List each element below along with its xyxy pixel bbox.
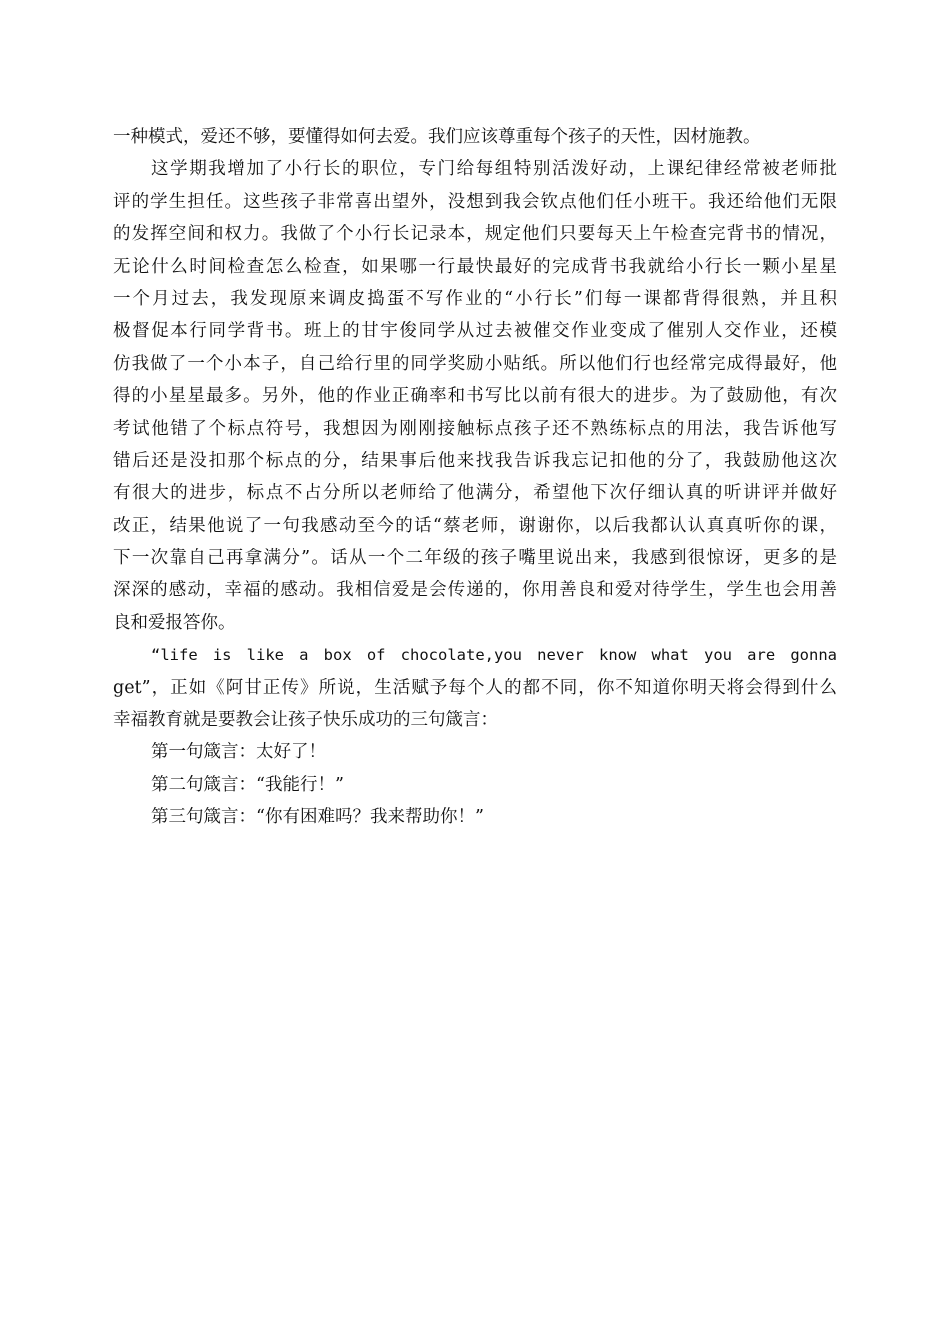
text-line: 改正，结果他说了一句我感动至今的话“蔡老师，谢谢你，以后我都认认真真听你的课， [113, 515, 837, 536]
text-line: 无论什么时间检查怎么检查，如果哪一行最快最好的完成背书我就给小行长一颗小星星 [113, 256, 837, 277]
text-line: 一个月过去，我发现原来调皮捣蛋不写作业的“小行长”们每一课都背得很熟，并且积 [113, 288, 837, 309]
text-line: 极督促本行同学背书。班上的甘宇俊同学从过去被催交作业变成了催别人交作业，还模 [113, 321, 837, 342]
motto-line: 第一句箴言：太好了！ [151, 742, 326, 763]
paragraph-mottos [113, 736, 837, 833]
paragraph-quote [113, 639, 837, 736]
text-line: 错后还是没扣那个标点的分，结果事后他来找我告诉我忘记扣他的分了，我鼓励他这次 [113, 450, 837, 471]
text-line: “life is like a box of chocolate,you never know what you are gonna [151, 646, 837, 665]
text-line: 评的学生担任。这些孩子非常喜出望外，没想到我会钦点他们任小班干。我还给他们无限 [113, 191, 837, 212]
text-line: 深深的感动，幸福的感动。我相信爱是会传递的，你用善良和爱对待学生，学生也会用善 [113, 580, 837, 601]
motto-line: 第三句箴言：“你有困难吗？我来帮助你！” [151, 807, 484, 828]
text-line: get”，正如《阿甘正传》所说，生活赋予每个人的都不同，你不知道你明天将会得到什么 [113, 677, 837, 698]
document-page [113, 121, 837, 834]
text-line: 仿我做了一个小本子，自己给行里的同学奖励小贴纸。所以他们行也经常完成得最好，他 [113, 353, 837, 374]
text-line: 考试他错了个标点符号，我想因为刚刚接触标点孩子还不熟练标点的用法，我告诉他写 [113, 418, 837, 439]
text-line: 这学期我增加了小行长的职位，专门给每组特别活泼好动，上课纪律经常被老师批 [151, 159, 837, 180]
text-line: 幸福教育就是要教会让孩子快乐成功的三句箴言： [113, 710, 498, 731]
text-line: 有很大的进步，标点不占分所以老师给了他满分，希望他下次仔细认真的听讲评并做好 [113, 483, 837, 504]
text-line: 一种模式，爱还不够，要懂得如何去爱。我们应该尊重每个孩子的天性，因材施教。 [113, 127, 761, 147]
text-line: 下一次靠自己再拿满分”。话从一个二年级的孩子嘴里说出来，我感到很惊讶，更多的是 [113, 548, 837, 569]
text-line: 的发挥空间和权力。我做了个小行长记录本，规定他们只要每天上午检查完背书的情况， [113, 224, 837, 245]
motto-line: 第二句箴言：“我能行！” [151, 774, 344, 795]
paragraph-story [113, 153, 837, 639]
paragraph-intro [113, 121, 837, 153]
text-line: 良和爱报答你。 [113, 612, 236, 633]
text-line: 得的小星星最多。另外，他的作业正确率和书写比以前有很大的进步。为了鼓励他，有次 [113, 386, 837, 407]
